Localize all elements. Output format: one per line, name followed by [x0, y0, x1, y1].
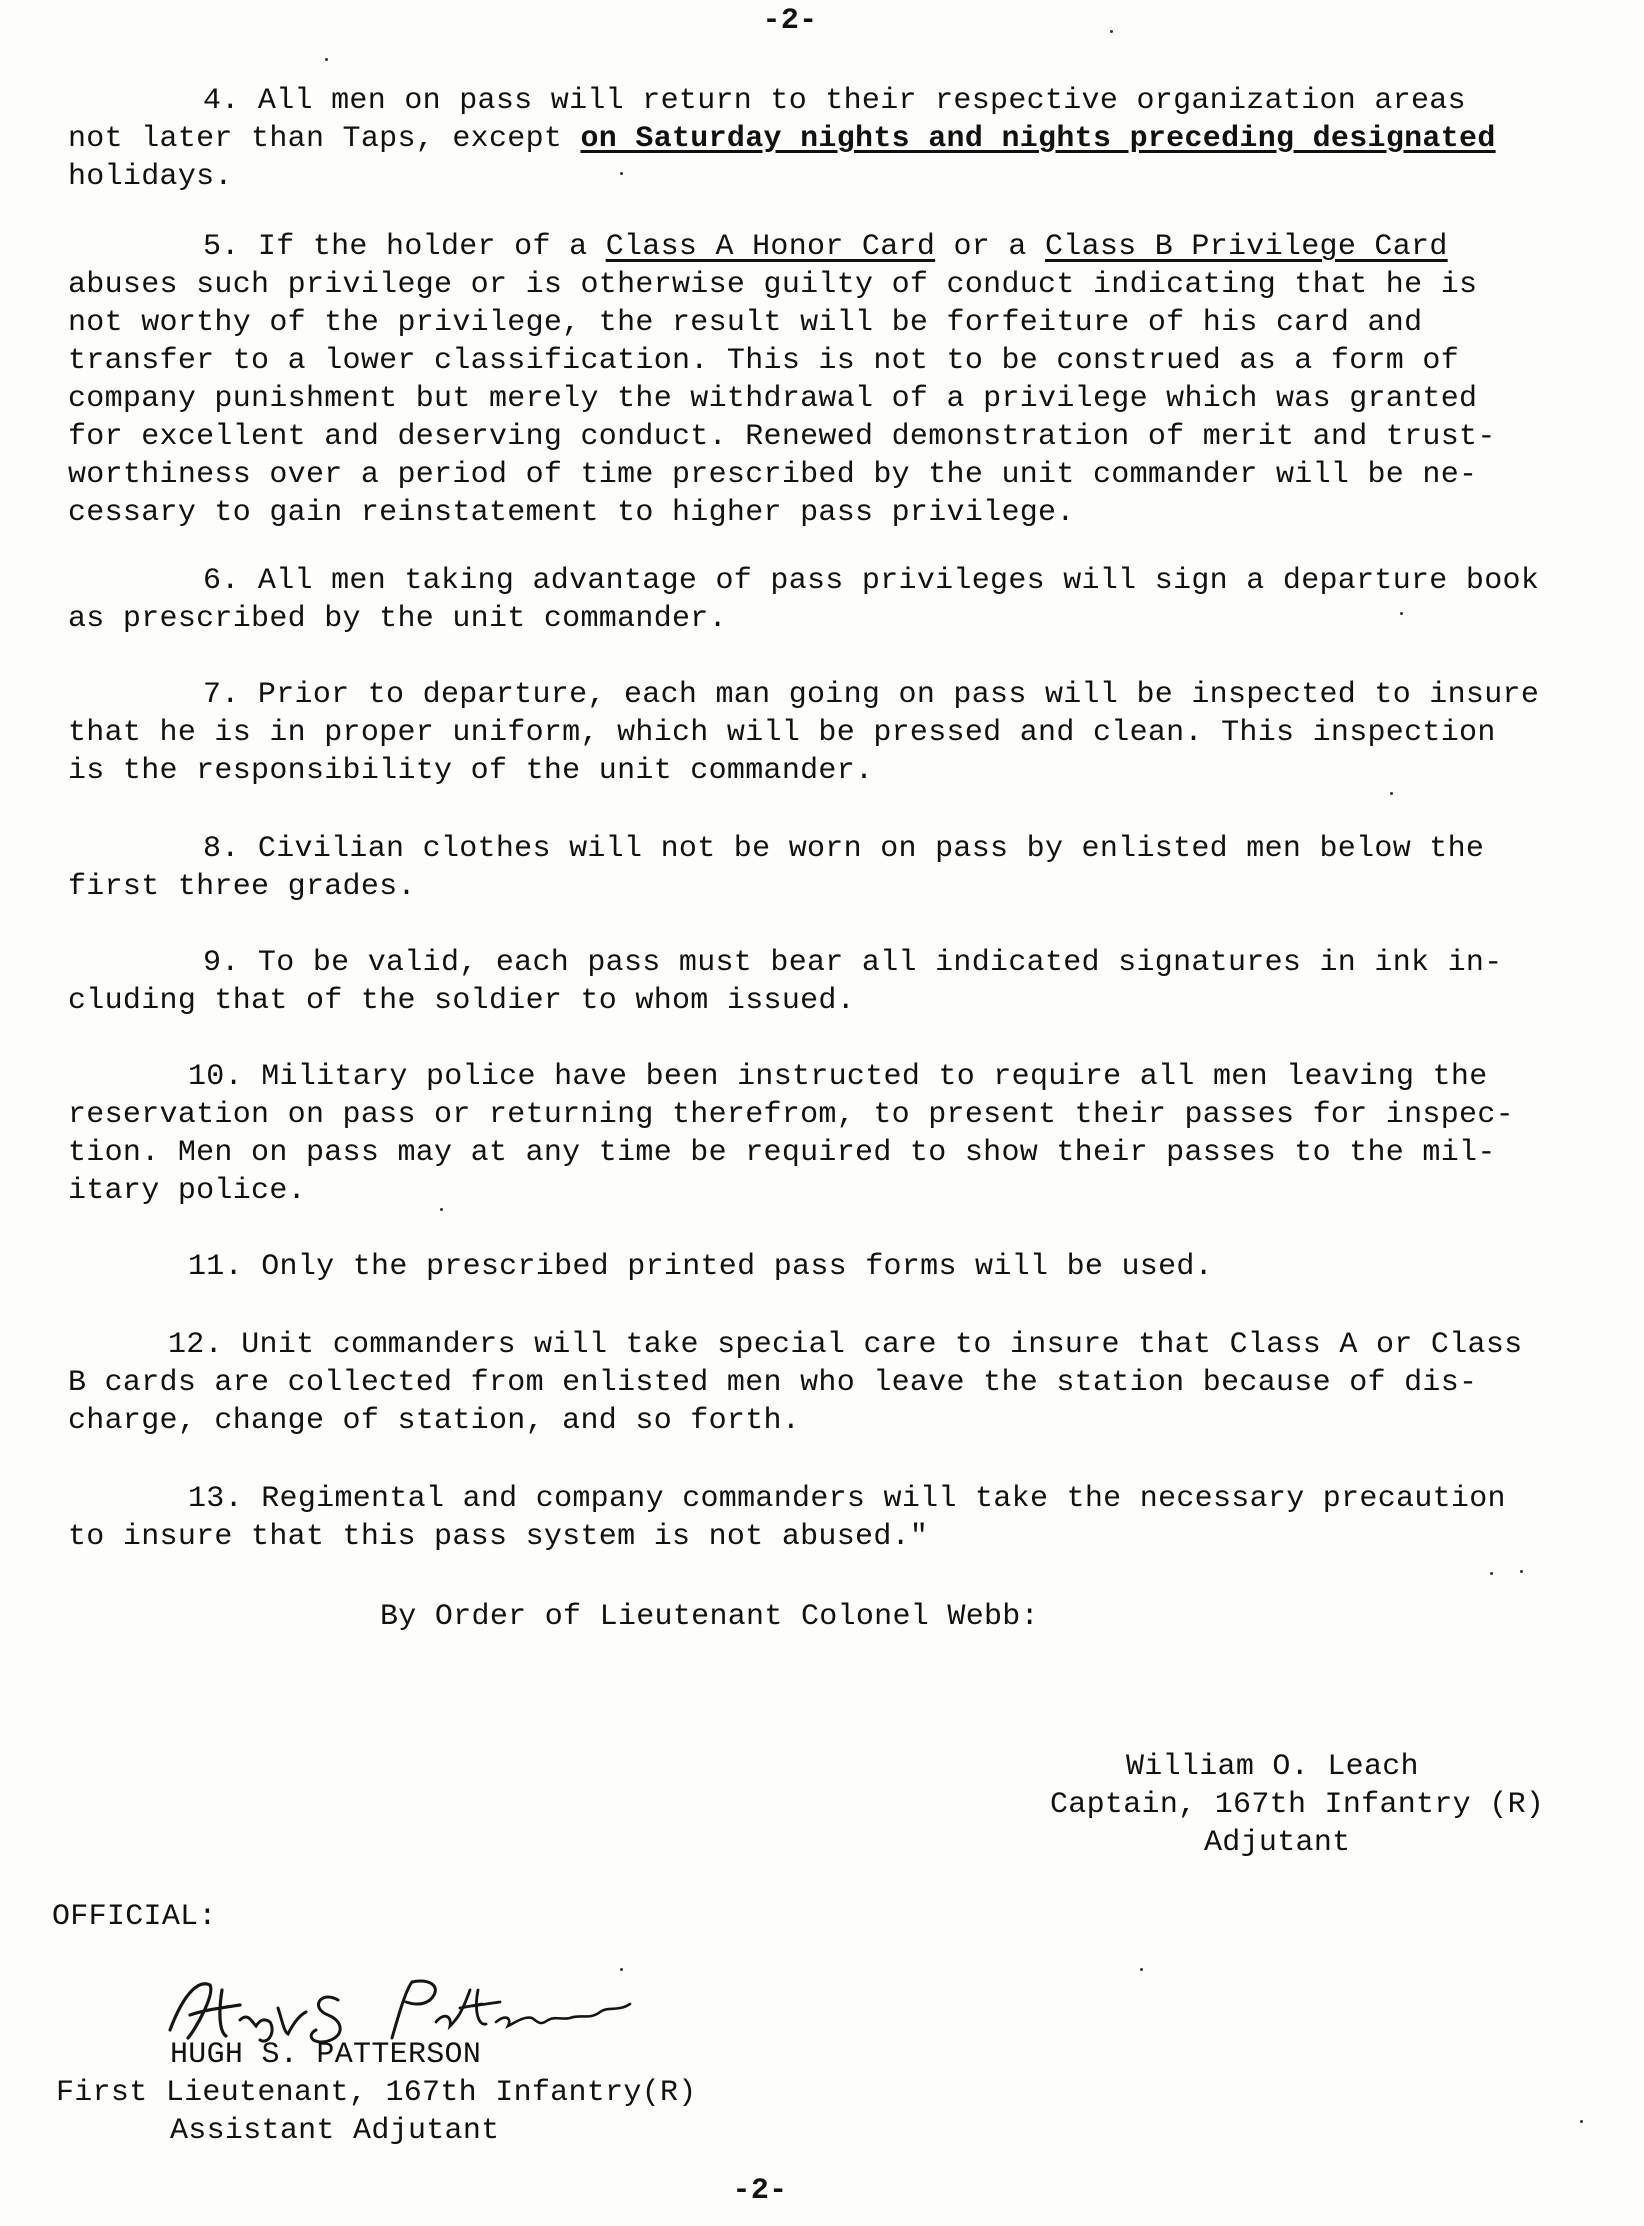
- assistant-title: Assistant Adjutant: [170, 2114, 500, 2148]
- paragraph-12: [68, 1326, 1568, 1440]
- paragraph-text: All men on pass will return to their respective organization areas not later than Taps, except: [68, 84, 1466, 156]
- paragraph-text: Military police have been instructed to require all men leaving the reservation on pass or returning therefrom, to present their passes for inspec- tion. Men on pass may at any time be required to show their passes to the mil- itary police.: [68, 1060, 1514, 1208]
- scan-speck: [325, 58, 328, 61]
- paragraph-text: To be valid, each pass must bear all indicated signatures in ink in- cluding that of the soldier to whom issued.: [68, 946, 1503, 1018]
- paragraph-13: [68, 1480, 1568, 1556]
- paragraph-11: [68, 1248, 1568, 1286]
- assistant-rank: First Lieutenant, 167th Infantry(R): [56, 2076, 697, 2110]
- paragraph-7: [68, 676, 1568, 790]
- paragraph-number: 9.: [203, 946, 240, 980]
- page-number-top: -2-: [762, 4, 818, 38]
- paragraph-number: 8.: [203, 832, 240, 866]
- paragraph-text: Prior to departure, each man going on pass will be inspected to insure that he is in proper uniform, which will be pressed and clean. This inspection is the responsibility of the unit commander.: [68, 678, 1540, 788]
- paragraph-text: Civilian clothes will not be worn on pass by enlisted men below the first three grades.: [68, 832, 1485, 904]
- paragraph-text-end: abuses such privilege or is otherwise guilty of conduct indicating that he is not worthy of the privilege, the result will be forfeiture of his card and transfer to a lower classification. This is not to be construed as a form of company punishment but merely the withdrawal of a privilege which was granted for excellent and deserving conduct. Renewed demonstration of merit and trust- worthiness over a period of time prescribed by the unit commander will be ne- cessary to gain reinstatement to higher pass privilege.: [68, 268, 1496, 530]
- paragraph-text: Unit commanders will take special care to insure that Class A or Class B cards are collected from enlisted men who leave the station because of dis- charge, change of station, and so forth.: [68, 1328, 1523, 1438]
- paragraph-8: [68, 830, 1568, 906]
- scan-speck: [1400, 612, 1403, 615]
- scan-speck: [1110, 30, 1113, 33]
- scan-speck: [1520, 1570, 1523, 1573]
- paragraph-number: 11.: [188, 1250, 243, 1284]
- paragraph-text: Regimental and company commanders will take the necessary precaution to insure that this pass system is not abused.": [68, 1482, 1506, 1554]
- paragraph-number: 4.: [203, 84, 240, 118]
- adjutant-name: William O. Leach: [1126, 1750, 1419, 1784]
- smudged-text: on Saturday nights and nights preceding designated: [580, 122, 1496, 156]
- paragraph-9: [68, 944, 1568, 1020]
- paragraph-text: All men taking advantage of pass privileges will sign a departure book as prescribed by the unit commander.: [68, 564, 1540, 636]
- adjutant-rank: Captain, 167th Infantry (R): [1050, 1788, 1545, 1822]
- scan-speck: [1140, 1968, 1143, 1971]
- paragraph-text-end: holidays.: [68, 160, 233, 194]
- scan-speck: [1580, 2120, 1583, 2123]
- paragraph-5: [68, 228, 1568, 532]
- adjutant-title: Adjutant: [1204, 1826, 1351, 1860]
- page-number-bottom: -2-: [732, 2174, 788, 2208]
- official-label: OFFICIAL:: [52, 1900, 217, 1934]
- paragraph-text: Only the prescribed printed pass forms will be used.: [261, 1250, 1213, 1284]
- scan-speck: [440, 1208, 443, 1211]
- paragraph-4: [68, 82, 1568, 196]
- paragraph-6: [68, 562, 1568, 638]
- scan-speck: [620, 172, 623, 175]
- paragraph-number: 10.: [188, 1060, 243, 1094]
- paragraph-number: 13.: [188, 1482, 243, 1516]
- paragraph-text: If the holder of a: [257, 230, 606, 264]
- paragraph-number: 7.: [203, 678, 240, 712]
- paragraph-number: 5.: [203, 230, 240, 264]
- assistant-name: HUGH S. PATTERSON: [170, 2038, 482, 2072]
- paragraph-number: 6.: [203, 564, 240, 598]
- paragraph-number: 12.: [168, 1328, 223, 1362]
- class-b-privilege-card: Class B Privilege Card: [1044, 230, 1448, 264]
- scan-speck: [620, 1968, 623, 1971]
- scan-speck: [1390, 792, 1393, 795]
- paragraph-10: [68, 1058, 1568, 1210]
- scan-speck: [1490, 1572, 1493, 1575]
- class-a-honor-card: Class A Honor Card: [605, 230, 936, 264]
- paragraph-text-mid: or a: [935, 230, 1045, 264]
- by-order-line: By Order of Lieutenant Colonel Webb:: [380, 1600, 1039, 1634]
